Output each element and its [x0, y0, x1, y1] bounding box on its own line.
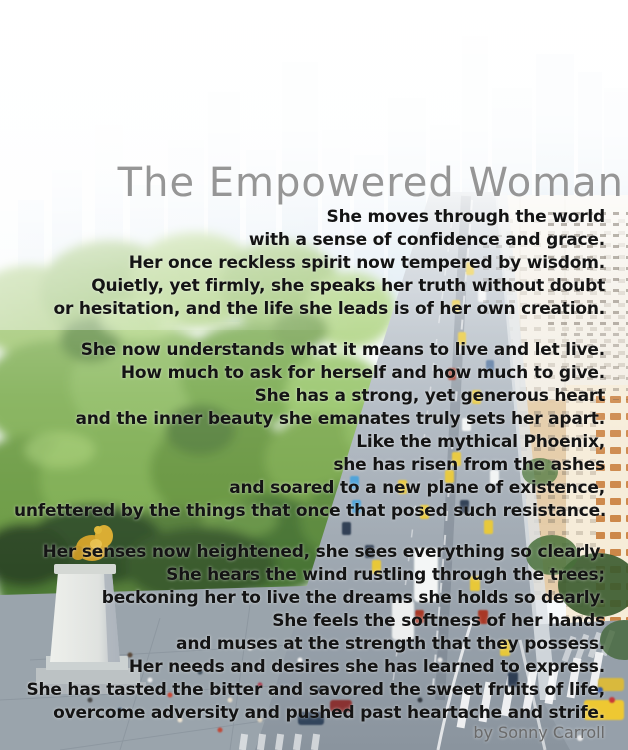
poem-line: She has a strong, yet generous heart — [254, 386, 605, 406]
poem-stanza — [14, 339, 605, 523]
poem-line: She now understands what it means to live and let live. — [80, 340, 605, 360]
poem-line: Like the mythical Phoenix, — [356, 432, 605, 452]
poem-line: she has risen from the ashes — [333, 455, 605, 475]
byline: by Sonny Carroll — [473, 723, 605, 742]
poem-line: overcome adversity and pushed past heartache and strife. — [53, 703, 605, 723]
poem-line: and the inner beauty she emanates truly sets her apart. — [75, 409, 605, 429]
poem-line: She hears the wind rustling through the trees; — [166, 565, 605, 585]
poem-stanza — [14, 206, 605, 321]
poem-line: with a sense of confidence and grace. — [248, 230, 605, 250]
poem-line: and soared to a new plane of existence, — [229, 478, 605, 498]
poem-line: or hesitation, and the life she leads is of her own creation. — [53, 299, 605, 319]
poem-line: Her needs and desires she has learned to express. — [128, 657, 605, 677]
poem-line: Quietly, yet firmly, she speaks her truth without doubt — [91, 276, 605, 296]
poem-line: beckoning her to live the dreams she holds so dearly. — [101, 588, 605, 608]
poem-line: How much to ask for herself and how much to give. — [120, 363, 605, 383]
poem-line: and muses at the strength that they possess. — [176, 634, 605, 654]
poem-body — [14, 206, 605, 744]
poem-line: unfettered by the things that once that posed such resistance. — [14, 501, 607, 521]
poem-line: She feels the softness of her hands — [272, 611, 605, 631]
poem-line: She moves through the world — [326, 207, 605, 227]
poem-title: The Empowered Woman — [117, 160, 624, 206]
poem-line: She has tasted the bitter and savored the sweet fruits of life, — [26, 680, 605, 700]
poem-line: Her once reckless spirit now tempered by wisdom. — [128, 253, 605, 273]
poem-line: Her senses now heightened, she sees everything so clearly. — [42, 542, 605, 562]
poem-stanzas — [14, 206, 605, 725]
poem-stanza — [14, 541, 605, 725]
